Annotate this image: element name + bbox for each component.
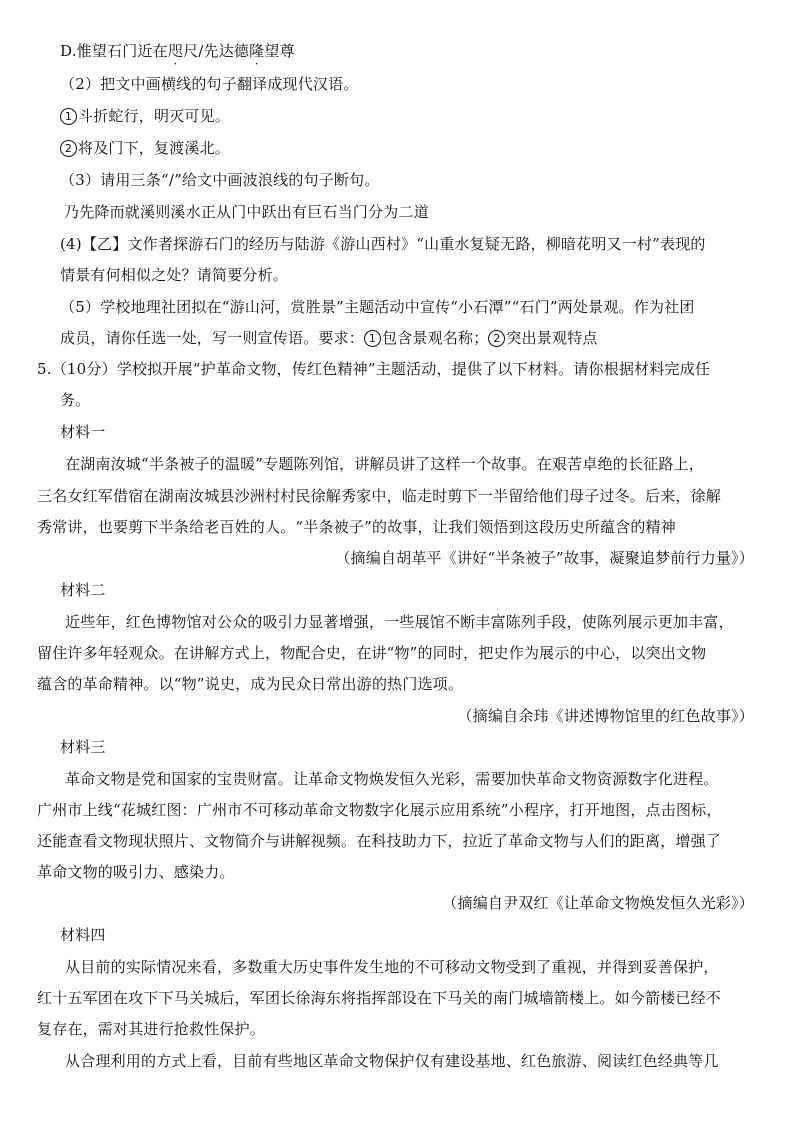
material-1-para: 在湖南汝城“半条被子的温暖”专题陈列馆，讲解员讲了这样一个故事。在艰苦卓绝的长征路上，	[65, 455, 704, 473]
circled-number: 1	[60, 108, 77, 125]
material-2-para: 留住许多年轻观众。在讲解方式上，物配合史，在讲“物”的同时，把史作为展示的中心，以突出文物	[37, 644, 707, 662]
material-2-para: 蕴含的革命精神。以“物”说史，成为民众日常出游的热门选项。	[37, 675, 464, 693]
circled-number: 1	[364, 330, 381, 347]
material-3-title: 材料三	[60, 738, 106, 756]
material-4-para: 红十五军团在攻下下马关城后，军团长徐海东将指挥部设在下马关的南门城墙箭楼上。如今箭楼已经不	[37, 989, 722, 1007]
material-3-para: 还能查看文物现状照片、文物简介与讲解视频。在科技助力下，拉近了革命文物与人们的距离，增强了	[37, 832, 722, 850]
material-1-source: （摘编自胡革平《讲好“半条被子”故事，凝聚追梦前行力量》）	[335, 549, 754, 567]
q5-line-2: 务。	[60, 391, 91, 409]
material-3-source: （摘编自尹双红《让革命文物焕发恒久光彩》）	[442, 894, 754, 912]
q4-sub3-prompt: （3）请用三条“/”给文中画波浪线的句子断句。	[60, 171, 380, 189]
material-2-title: 材料二	[60, 581, 106, 599]
emphasis-char: 隆	[249, 42, 265, 60]
material-4-title: 材料四	[60, 926, 106, 944]
material-4-para: 复存在，需对其进行抢救性保护。	[37, 1020, 266, 1038]
q4-sub5-line-1: （5）学校地理社团拟在“游山河，赏胜景”主题活动中宣传“小石潭”“石门”两处景观。作为社团	[60, 298, 695, 316]
circled-number: 2	[488, 330, 505, 347]
material-3-para: 广州市上线“花城红图：广州市不可移动革命文物数字化展示应用系统”小程序，打开地图，点击图标，	[37, 801, 722, 819]
q4-sub2-prompt: （2）把文中画横线的句子翻译成现代汉语。	[60, 75, 359, 93]
material-1-para: 秀常讲，也要剪下半条给老百姓的人。“半条被子”的故事，让我们领悟到这段历史所蕴含的精神	[37, 518, 676, 536]
q4-sub4-line-1: (4)【乙】文作者探游石门的经历与陆游《游山西村》“山重水复疑无路，柳暗花明又一村”表现的	[60, 235, 706, 253]
material-3-para: 革命文物的吸引力、感染力。	[37, 863, 235, 881]
q4-sub5-line-2: 成员，请你任选一处，写一则宣传语。要求： 1 包含景观名称； 2 突出景观特点	[60, 329, 598, 347]
q4-sentence-2: 2 将及门下，复渡溪北。	[60, 138, 230, 158]
circled-number: 2	[60, 140, 77, 157]
material-3-para: 革命文物是党和国家的宝贵财富。让革命文物焕发恒久光彩，需要加快革命文物资源数字化进程。	[65, 770, 719, 788]
material-1-title: 材料一	[60, 423, 106, 441]
material-2-para: 近些年，红色博物馆对公众的吸引力显著增强，一些展馆不断丰富陈列手段，使陈列展示更加丰富，	[65, 613, 734, 631]
q4-sub3-sentence: 乃先降而就溪则溪水正从门中跃出有巨石当门分为二道	[64, 203, 429, 221]
option-d: D.惟望石门近在咫尺/先达德隆望尊	[60, 42, 295, 60]
material-1-para: 三名女红军借宿在湖南汝城县沙洲村村民徐解秀家中，临走时剪下一半留给他们母子过冬。后来，徐解	[37, 487, 722, 505]
material-4-para: 从合理利用的方式上看，目前有些地区革命文物保护仅有建设基地、红色旅游、阅读红色经典等几	[65, 1052, 719, 1070]
emphasis-char: 咫	[167, 42, 184, 60]
q4-sub4-line-2: 情景有何相似之处？请简要分析。	[60, 266, 289, 284]
material-4-para: 从目前的实际情况来看，多数重大历史事件发生地的不可移动文物受到了重视，并得到妥善保护，	[65, 958, 719, 976]
q5-line-1: 5.（10分）学校拟开展“护革命文物，传红色精神”主题活动，提供了以下材料。请你根据材料完成任	[37, 360, 711, 378]
q4-sentence-1: 1 斗折蛇行，明灭可见。	[60, 106, 230, 126]
material-2-source: （摘编自余玮《讲述博物馆里的红色故事》）	[457, 707, 754, 725]
